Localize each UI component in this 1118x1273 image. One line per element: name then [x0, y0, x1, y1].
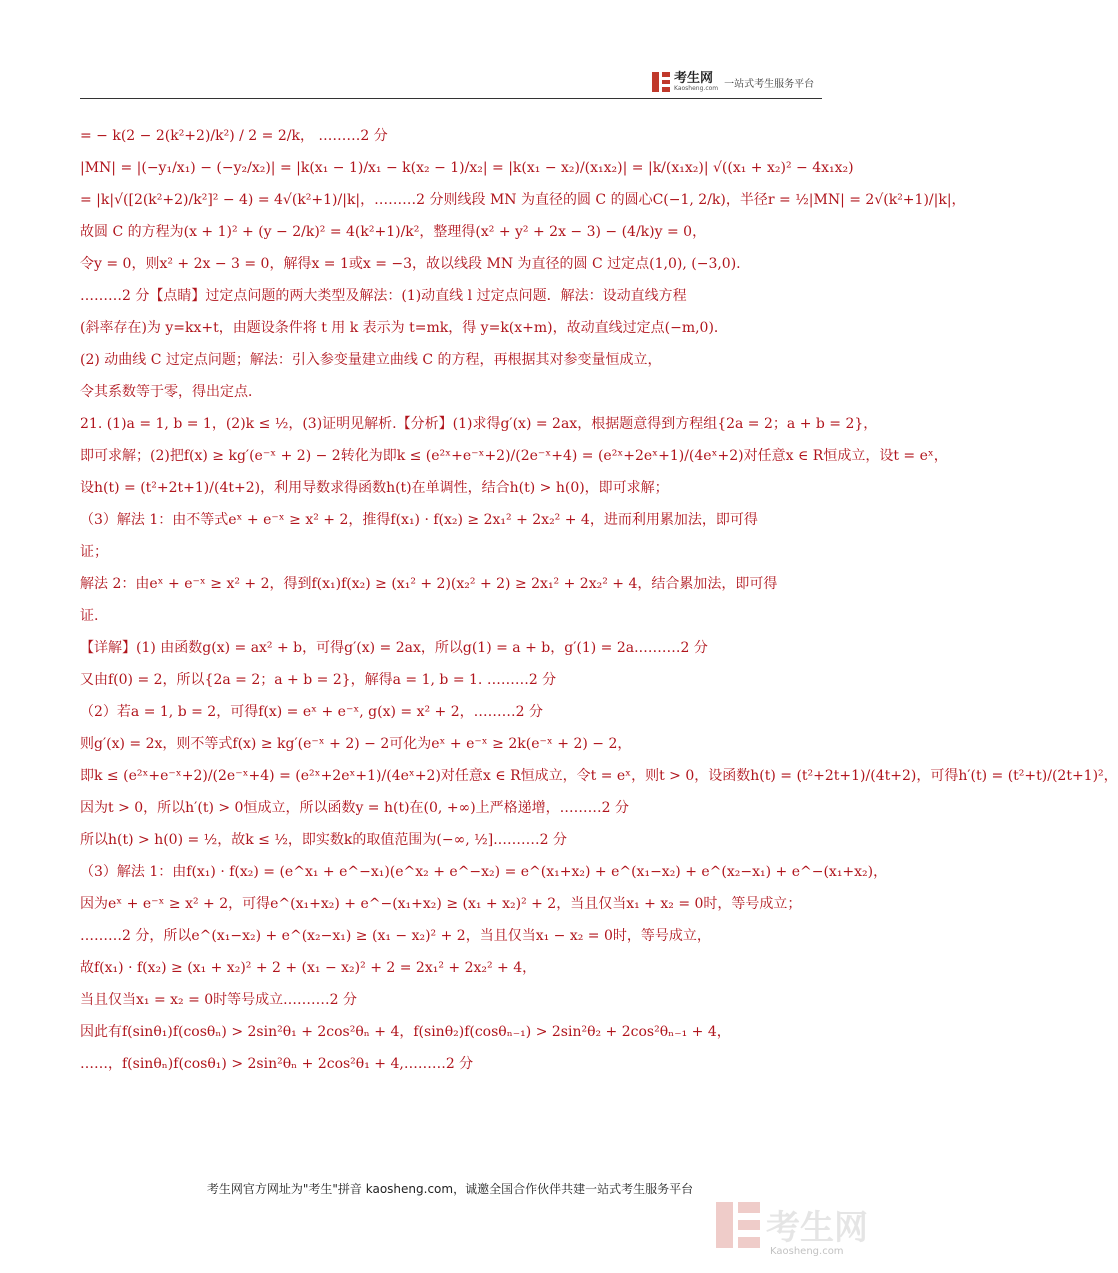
- text-line: 则g′(x) = 2x，则不等式f(x) ≥ kg′(e⁻ˣ + 2) − 2可化为eˣ + e⁻ˣ ≥ 2k(e⁻ˣ + 2) − 2，: [80, 736, 632, 752]
- text-line: （2）若a = 1, b = 2，可得f(x) = eˣ + e⁻ˣ, g(x) = x² + 2，………2 分: [80, 704, 543, 720]
- text-line: 证；: [80, 544, 108, 560]
- text-line: 因为eˣ + e⁻ˣ ≥ x² + 2，可得e^(x₁+x₂) + e^−(x₁+x₂) ≥ (x₁ + x₂)² + 2，当且仅当x₁ + x₂ = 0时，等号成立；: [80, 896, 802, 912]
- text-line: 令其系数等于零，得出定点．: [80, 384, 262, 400]
- text-line: 设h(t) = (t²+2t+1)/(4t+2)，利用导数求得函数h(t)在单调性，结合h(t) > h(0)，即可求解；: [80, 480, 669, 496]
- text-line: = |k|√([2(k²+2)/k²]² − 4) = 4√(k²+1)/|k|，………2 分则线段 MN 为直径的圆 C 的圆心C(−1, 2/k)，半径r = ½|MN| = 2√(k²+1)/|k|，: [80, 192, 966, 208]
- text-line: 因此有f(sinθ₁)f(cosθₙ) > 2sin²θ₁ + 2cos²θₙ + 4，f(sinθ₂)f(cosθₙ₋₁) > 2sin²θ₂ + 2cos²θₙ₋₁ + 4，: [80, 1024, 731, 1040]
- text-line: 当且仅当x₁ = x₂ = 0时等号成立.………2 分: [80, 992, 357, 1008]
- text-line: (2) 动曲线 C 过定点问题；解法：引入参变量建立曲线 C 的方程，再根据其对参变量恒成立，: [80, 352, 662, 368]
- text-line: 即可求解；(2)把f(x) ≥ kg′(e⁻ˣ + 2) − 2转化为即k ≤ (e²ˣ+e⁻ˣ+2)/(2e⁻ˣ+4) = (e²ˣ+2eˣ+1)/(4eˣ+2)对任意x ∈ R恒成立，设t = eˣ，: [80, 448, 948, 464]
- text-line: 证.: [80, 608, 99, 624]
- text-line: ……，f(sinθₙ)f(cosθ₁) > 2sin²θₙ + 2cos²θ₁ + 4,………2 分: [80, 1056, 474, 1072]
- text-line: （3）解法 1：由f(x₁) · f(x₂) = (e^x₁ + e^−x₁)(e^x₂ + e^−x₂) = e^(x₁+x₂) + e^(x₁−x₂) + e^(x₂−x₁) + e^−(x₁+x₂)，: [80, 864, 888, 880]
- text-line: = − k(2 − 2(k²+2)/k²) / 2 = 2/k， ………2 分: [80, 128, 388, 144]
- brand-domain: Kaosheng.com: [674, 85, 719, 92]
- watermark-domain: Kaosheng.com: [770, 1246, 844, 1257]
- text-line: 故圆 C 的方程为(x + 1)² + (y − 2/k)² = 4(k²+1)/k²，整理得(x² + y² + 2x − 3) − (4/k)y = 0，: [80, 224, 707, 240]
- text-line: 即k ≤ (e²ˣ+e⁻ˣ+2)/(2e⁻ˣ+4) = (e²ˣ+2eˣ+1)/(4eˣ+2)对任意x ∈ R恒成立，令t = eˣ，则t > 0，设函数h(t) = (t²+2t+1)/(4t+2)，可得h′(t) = (t²+t)/(2t+1)²，: [80, 768, 1118, 784]
- text-line: ………2 分【点睛】过定点问题的两大类型及解法：(1)动直线 l 过定点问题．解法：设动直线方程: [80, 288, 687, 304]
- text-line: 所以h(t) > h(0) = ½，故k ≤ ½，即实数k的取值范围为(−∞, ½].………2 分: [80, 832, 568, 848]
- watermark: [716, 1200, 868, 1249]
- text-line: 21. (1)a = 1, b = 1，(2)k ≤ ½，(3)证明见解析.【分析】(1)求得g′(x) = 2ax，根据题意得到方程组{2a = 2；a + b = 2}，: [80, 416, 878, 432]
- text-line: 解法 2：由eˣ + e⁻ˣ ≥ x² + 2，得到f(x₁)f(x₂) ≥ (x₁² + 2)(x₂² + 2) ≥ 2x₁² + 2x₂² + 4，结合累加法，即可得: [80, 576, 778, 592]
- text-line: （3）解法 1：由不等式eˣ + e⁻ˣ ≥ x² + 2，推得f(x₁) · f(x₂) ≥ 2x₁² + 2x₂² + 4，进而利用累加法，即可得: [80, 512, 758, 528]
- footer-text: 考生网官方网址为"考生"拼音 kaosheng.com，诚邀全国合作伙伴共建一站式考生服务平台: [206, 1182, 694, 1196]
- text-line: ………2 分，所以e^(x₁−x₂) + e^(x₂−x₁) ≥ (x₁ − x₂)² + 2，当且仅当x₁ − x₂ = 0时，等号成立，: [80, 928, 711, 944]
- brand-logo-icon: [652, 72, 670, 92]
- text-line: 又由f(0) = 2，所以{2a = 2；a + b = 2}，解得a = 1, b = 1. ………2 分: [80, 672, 557, 688]
- text-line: (斜率存在)为 y=kx+t，由题设条件将 t 用 k 表示为 t=mk，得 y=k(x+m)，故动直线过定点(−m,0)．: [80, 320, 728, 336]
- text-line: 【详解】(1) 由函数g(x) = ax² + b，可得g′(x) = 2ax，所以g(1) = a + b，g′(1) = 2a.………2 分: [80, 640, 708, 656]
- watermark-logo-icon: [716, 1202, 760, 1248]
- text-line: |MN| = |(−y₁/x₁) − (−y₂/x₂)| = |k(x₁ − 1)/x₁ − k(x₂ − 1)/x₂| = |k(x₁ − x₂)/(x₁x₂)| = |k/(x₁x₂)| √((x₁ + x₂)² − 4x₁x₂): [80, 160, 854, 176]
- watermark-text: 考生网: [766, 1208, 868, 1248]
- solution-body: [80, 120, 1118, 1080]
- header-divider: [80, 98, 822, 99]
- brand-slogan: 一站式考生服务平台: [724, 78, 815, 90]
- text-line: 故f(x₁) · f(x₂) ≥ (x₁ + x₂)² + 2 + (x₁ − x₂)² + 2 = 2x₁² + 2x₂² + 4，: [80, 960, 537, 976]
- text-line: 令y = 0，则x² + 2x − 3 = 0，解得x = 1或x = −3，故以线段 MN 为直径的圆 C 过定点(1,0), (−3,0).: [80, 256, 741, 272]
- brand-name: 考生网: [674, 71, 714, 86]
- text-line: 因为t > 0，所以h′(t) > 0恒成立，所以函数y = h(t)在(0, +∞)上严格递增，………2 分: [80, 800, 630, 816]
- header-logo: [652, 72, 814, 92]
